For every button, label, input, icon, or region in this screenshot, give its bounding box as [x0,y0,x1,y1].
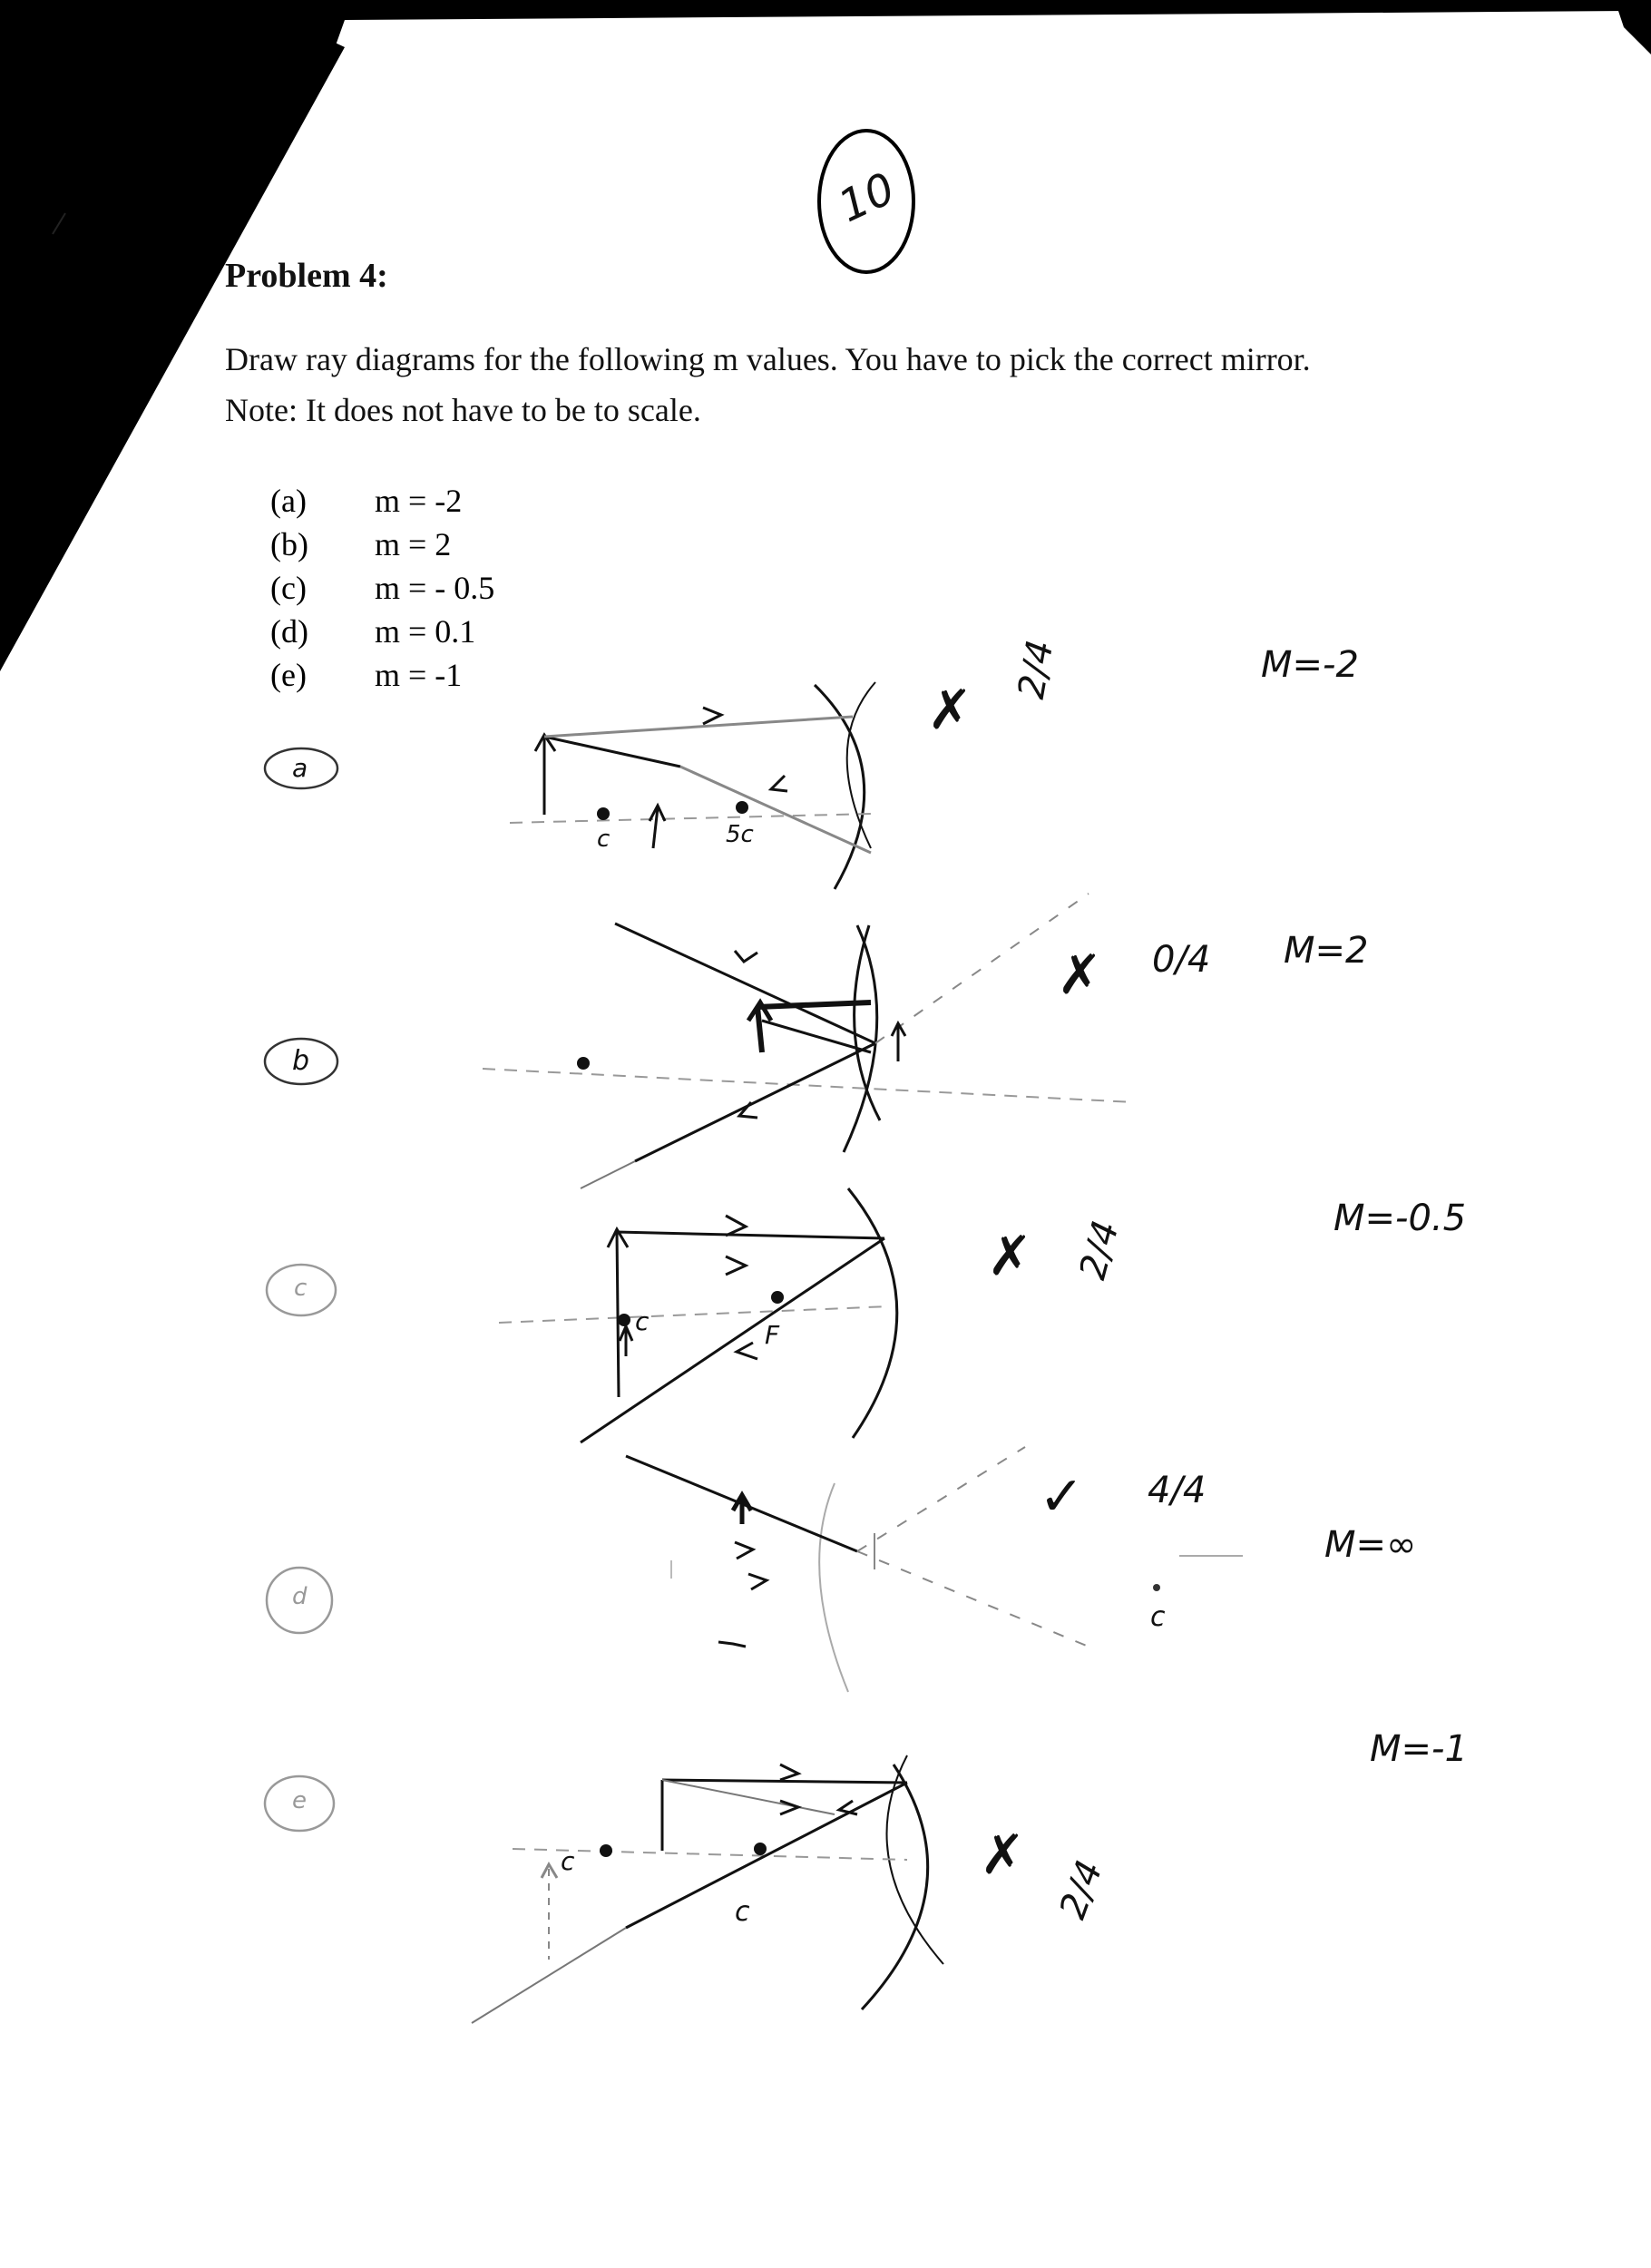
problem-title: Problem 4: [225,257,388,295]
grade-mark: ✗ [1057,943,1103,1007]
part-circle-label: d [292,1583,308,1610]
part-label: (c) [270,570,307,606]
part-label: (e) [270,657,307,693]
total-score: 10 [831,162,904,233]
point-label: 5c [726,821,754,848]
part-value: m = 0.1 [375,613,476,650]
part-circle-label: b [292,1045,310,1077]
grade-mark: ✓ [1039,1465,1085,1529]
part-value: m = 2 [375,526,452,562]
point-label: F [765,1320,780,1350]
diagram-c [499,1188,897,1442]
point-label: c [561,1846,575,1876]
part-item [270,523,494,566]
part-circle-label: a [292,753,308,783]
part-item [270,479,494,523]
part-item [270,610,494,653]
grade-mark: ✗ [980,1823,1026,1887]
part-value: m = -1 [375,657,463,693]
part-circle-label: c [294,1275,308,1302]
part-item [270,653,494,697]
diagram-a [510,682,875,889]
point-label: c [735,1896,750,1928]
part-value: m = -2 [375,483,463,519]
diagram-e [472,1755,943,2023]
written-m-value: M=-0.5 [1334,1198,1467,1239]
written-m-value: M=-2 [1261,644,1359,686]
point-label: c [635,1306,650,1336]
grade-mark: ✗ [927,679,973,742]
part-score: 2/4 [1071,1216,1128,1285]
written-m-value: M=-1 [1370,1728,1468,1770]
part-value: m = - 0.5 [375,570,495,606]
part-score: 2/4 [1051,1854,1111,1925]
written-m-value: M=∞ [1324,1524,1417,1566]
written-m-value: M=2 [1284,930,1369,972]
part-label: (a) [270,483,307,519]
part-score: 0/4 [1152,939,1211,981]
part-score: 4/4 [1148,1470,1206,1511]
grade-mark: ✗ [987,1225,1033,1288]
part-score: 2/4 [1010,637,1062,702]
part-label: (d) [270,613,308,650]
problem-instructions: Draw ray diagrams for the following m values. You have to pick the correct mirror. Note: It does not have to be to scale. [225,341,1311,428]
part-label: (b) [270,526,308,562]
point-label: c [597,826,611,853]
parts-list [270,479,494,697]
point-label: c [1150,1601,1166,1633]
part-item [270,566,494,610]
part-circle-label: e [292,1787,307,1814]
diagram-b [483,894,1134,1188]
